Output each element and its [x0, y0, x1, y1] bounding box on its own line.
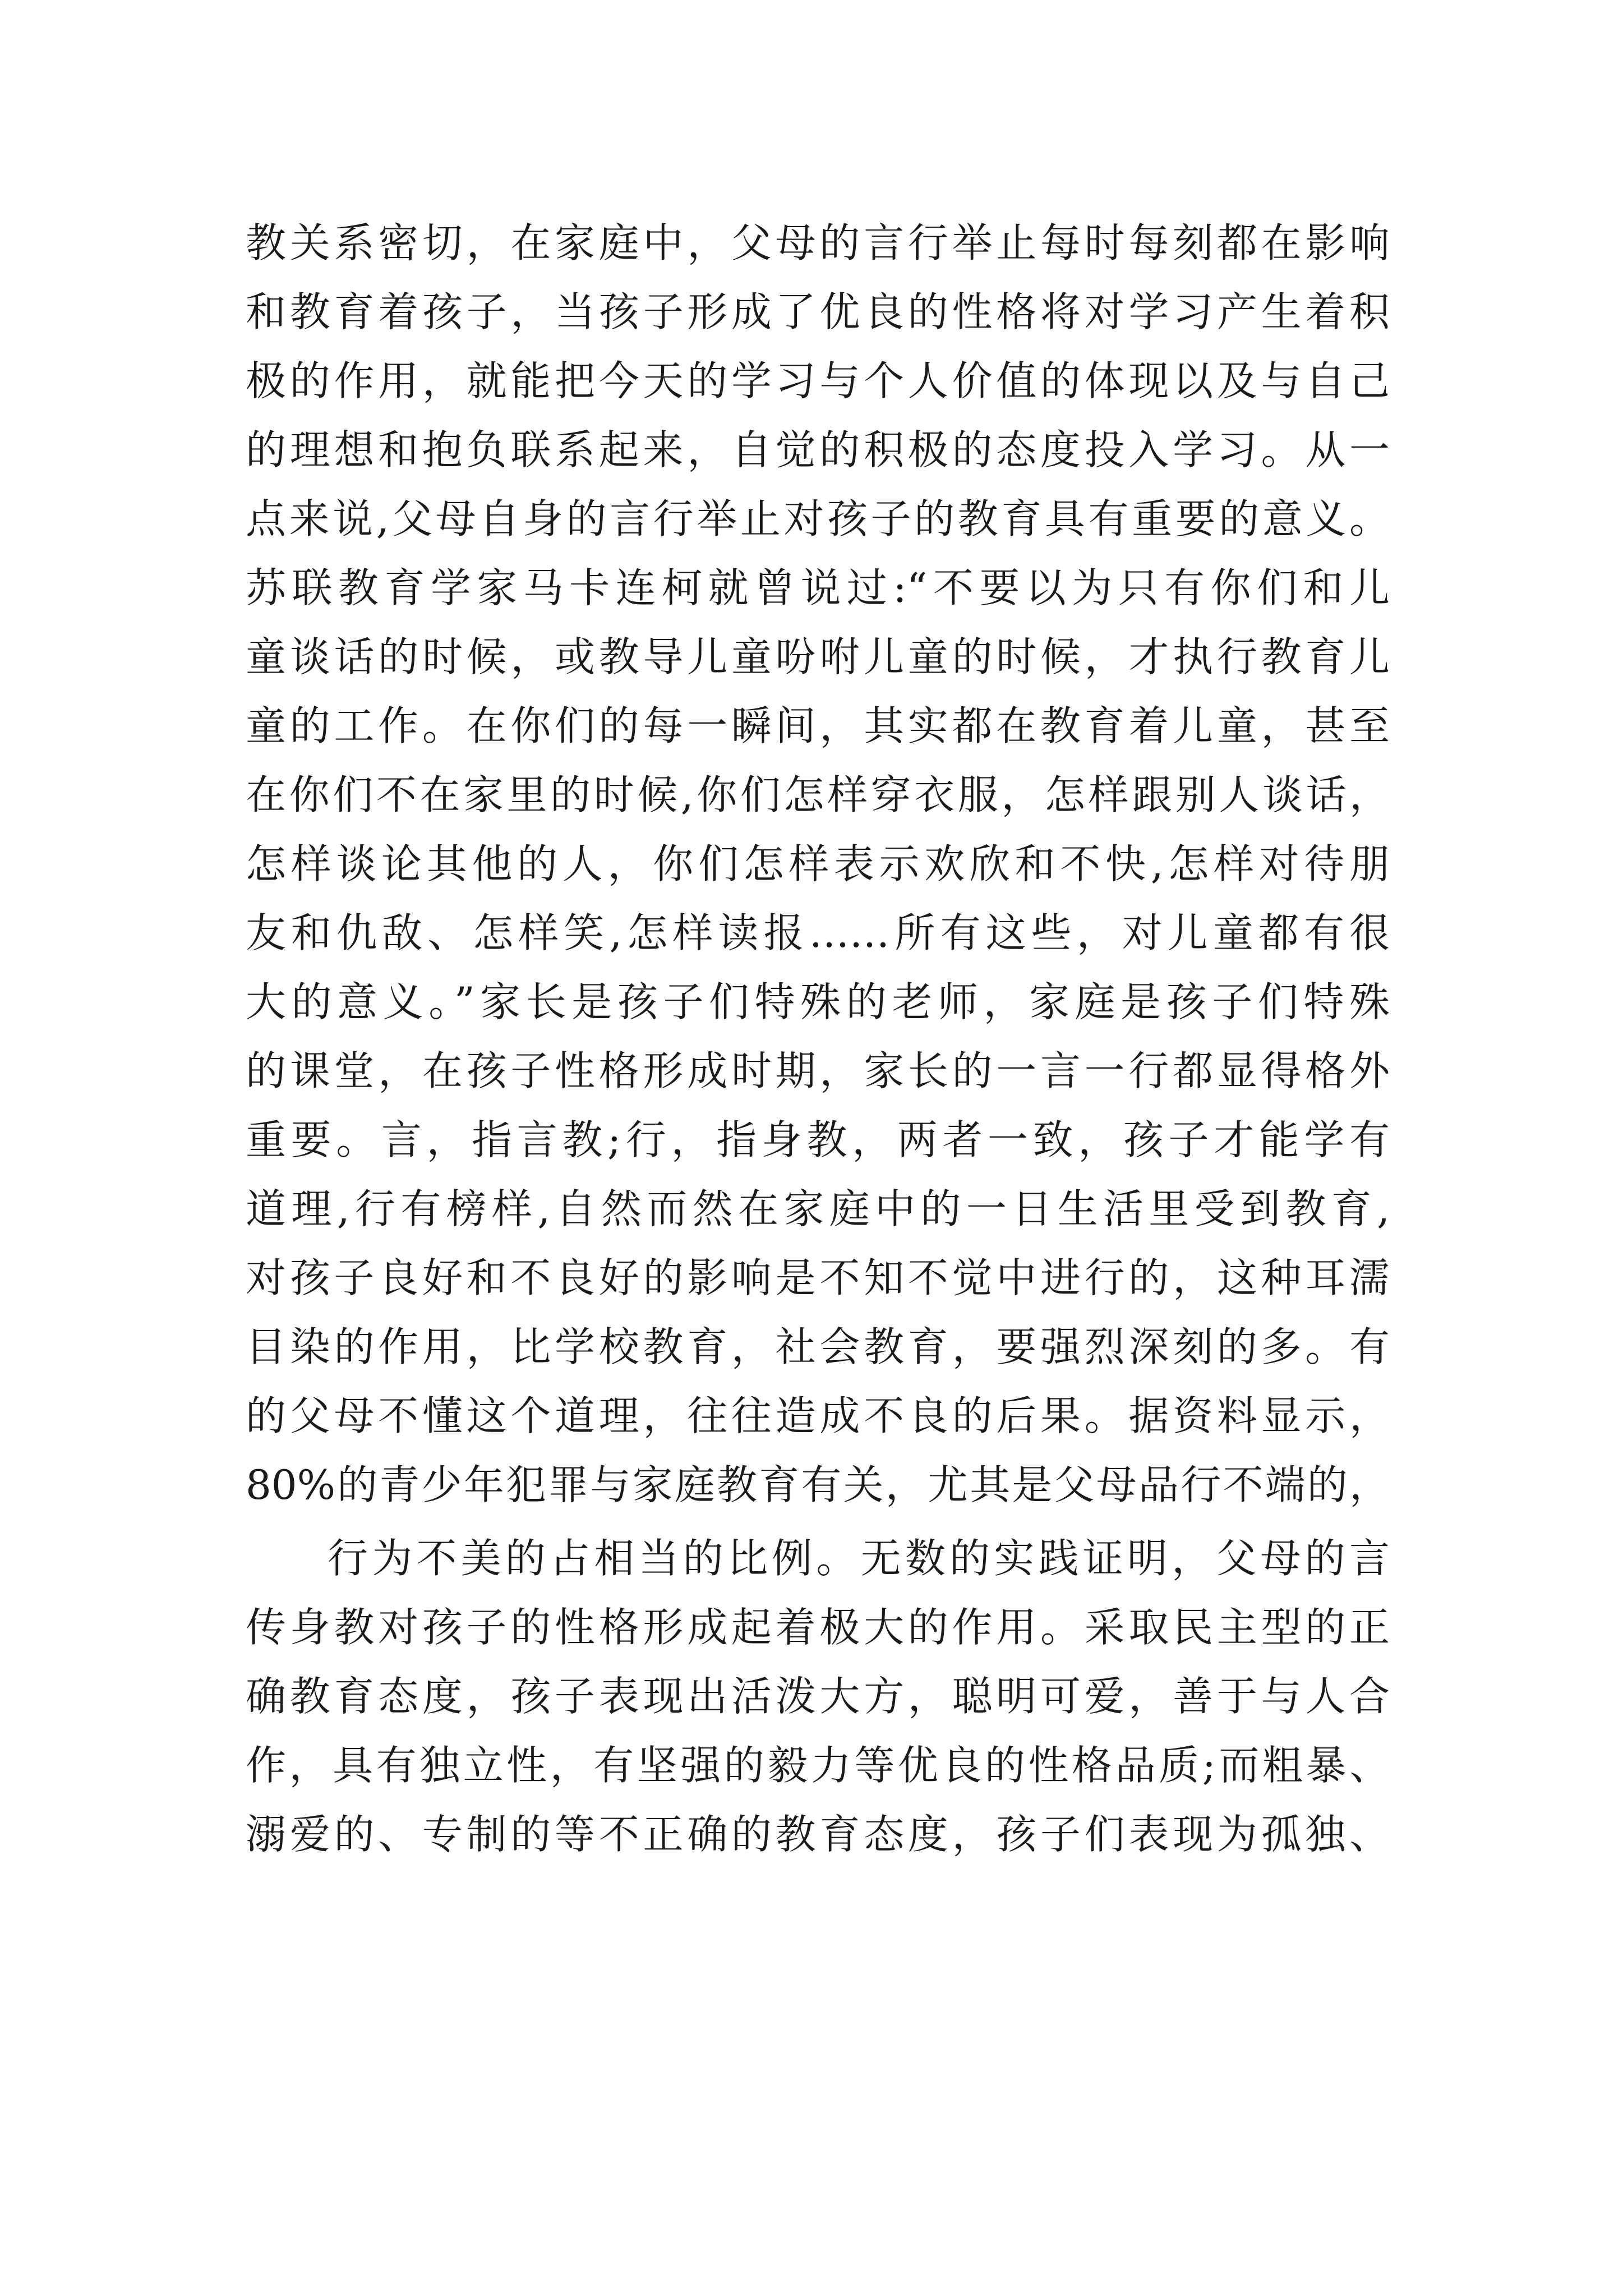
text-line: 对孩子良好和不良好的影响是不知不觉中进行的，这种耳濡 — [246, 1254, 1390, 1301]
text-line: 友和仇敌、怎样笑,怎样读报……所有这些，对儿童都有很 — [246, 909, 1390, 956]
paragraph-1 — [246, 209, 1390, 1520]
text-line: 童谈话的时候，或教导儿童吩咐儿童的时候，才执行教育儿 — [246, 633, 1390, 680]
text-line: 的理想和抱负联系起来，自觉的积极的态度投入学习。从一 — [246, 426, 1390, 473]
text-line: 80%的青少年犯罪与家庭教育有关，尤其是父母品行不端的， — [246, 1461, 1390, 1508]
text-line: 重要。言，指言教;行，指身教，两者一致，孩子才能学有 — [246, 1116, 1390, 1163]
text-line: 和教育着孩子，当孩子形成了优良的性格将对学习产生着积 — [246, 288, 1390, 335]
text-line: 童的工作。在你们的每一瞬间，其实都在教育着儿童，甚至 — [246, 702, 1390, 749]
paragraph-2 — [246, 1524, 1390, 1869]
text-line: 苏联教育学家马卡连柯就曾说过:“不要以为只有你们和儿 — [246, 564, 1390, 611]
text-line: 极的作用，就能把今天的学习与个人价值的体现以及与自己 — [246, 357, 1390, 404]
text-line: 的课堂，在孩子性格形成时期，家长的一言一行都显得格外 — [246, 1047, 1390, 1094]
text-line: 行为不美的占相当的比例。无数的实践证明，父母的言 — [328, 1535, 1390, 1582]
text-line: 作，具有独立性，有坚强的毅力等优良的性格品质;而粗暴、 — [246, 1742, 1390, 1789]
text-line: 确教育态度，孩子表现出活泼大方，聪明可爱，善于与人合 — [246, 1673, 1390, 1720]
text-line: 的父母不懂这个道理，往往造成不良的后果。据资料显示， — [246, 1392, 1390, 1439]
text-line: 教关系密切，在家庭中，父母的言行举止每时每刻都在影响 — [246, 219, 1390, 266]
text-line: 目染的作用，比学校教育，社会教育，要强烈深刻的多。有 — [246, 1323, 1390, 1370]
text-line: 怎样谈论其他的人，你们怎样表示欢欣和不快,怎样对待朋 — [246, 840, 1390, 887]
text-line: 点来说,父母自身的言行举止对孩子的教育具有重要的意义。 — [246, 495, 1390, 542]
text-line: 溺爱的、专制的等不正确的教育态度，孩子们表现为孤独、 — [246, 1811, 1390, 1858]
text-line: 道理,行有榜样,自然而然在家庭中的一日生活里受到教育, — [246, 1185, 1390, 1232]
text-line: 传身教对孩子的性格形成起着极大的作用。采取民主型的正 — [246, 1604, 1390, 1651]
text-line: 大的意义。”家长是孩子们特殊的老师，家庭是孩子们特殊 — [246, 978, 1390, 1025]
text-line: 在你们不在家里的时候,你们怎样穿衣服，怎样跟别人谈话， — [246, 771, 1390, 818]
